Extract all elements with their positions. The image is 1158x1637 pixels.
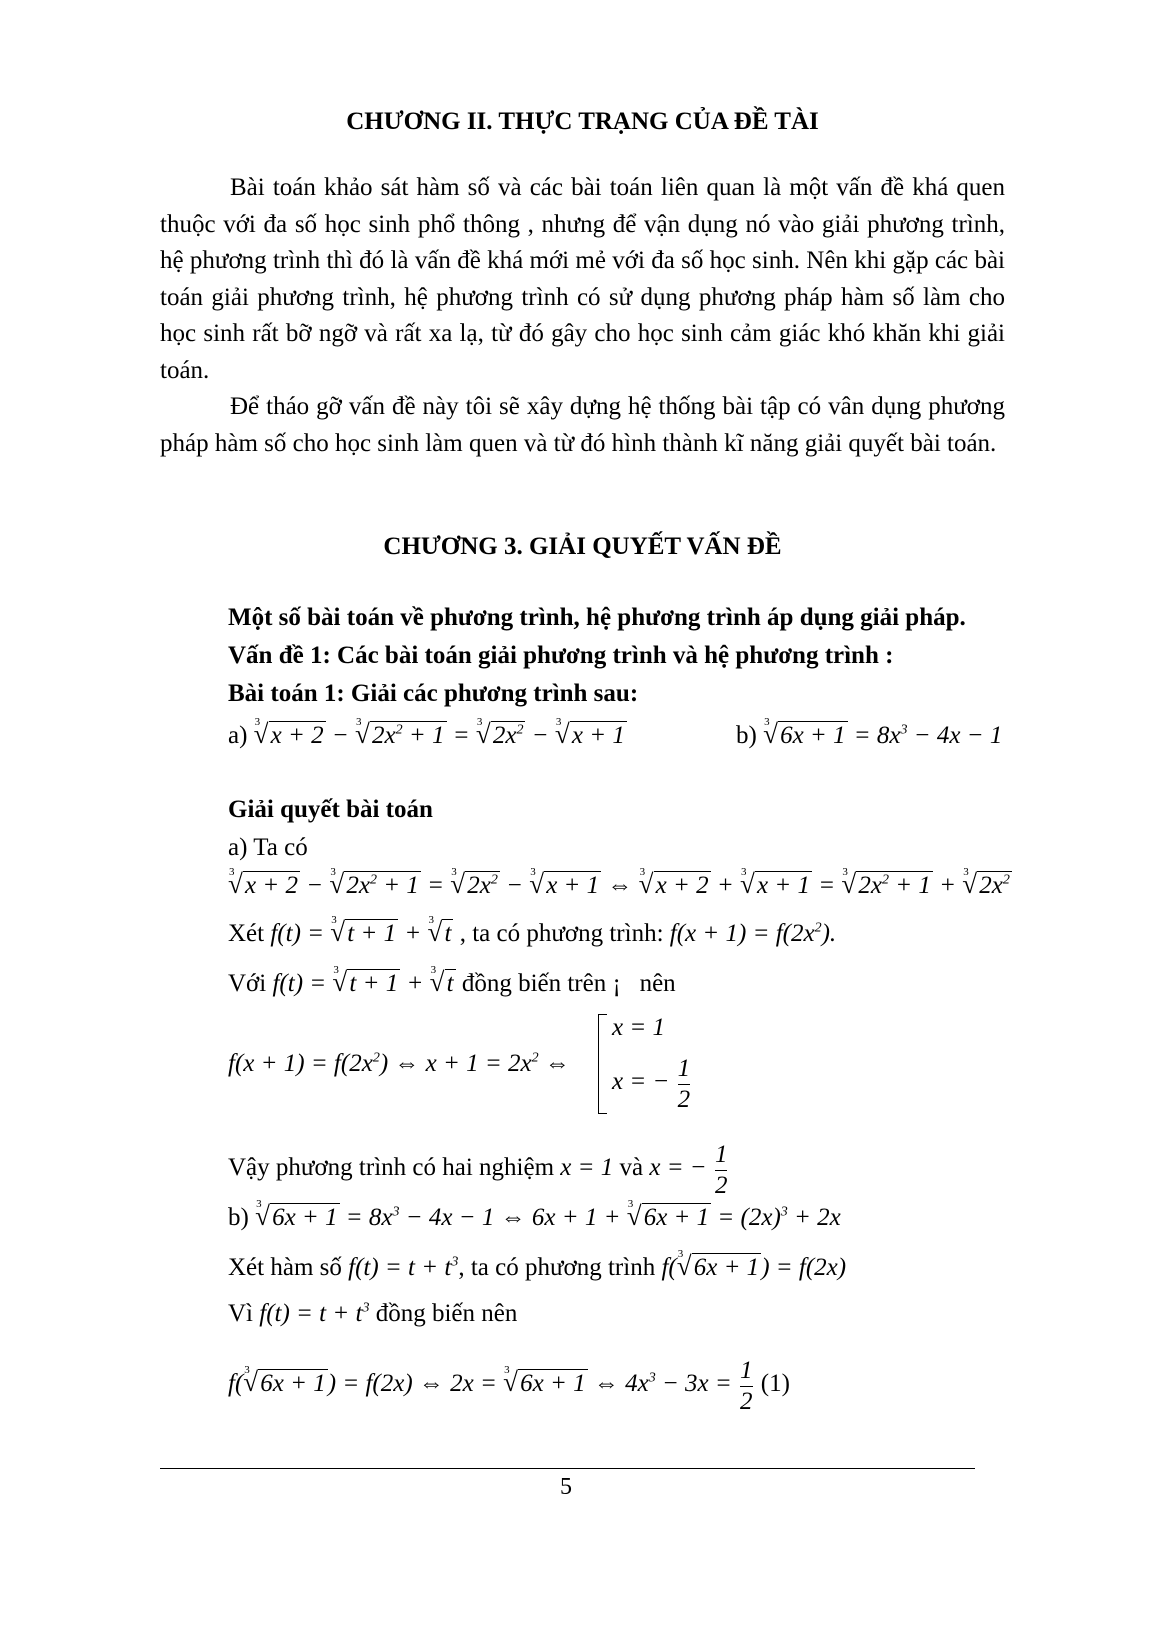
- solution-a-define-f: Xét f(t) = √ 3 t + 1 + √ 3 t , ta có phương trình: $f(x + 1) = f(2x^2)$.: [228, 920, 836, 948]
- section-intro: Một số bài toán về phương trình, hệ phương trình áp dụng giải pháp.: [228, 604, 966, 631]
- solution-b-step-1: b) √ 3 $6x + 1 = 8x^3 - 4x - 1$ ⇔ 6x + 1 + √ 3 $6x + 1 = (2x)^3 + 2x$: [228, 1204, 841, 1232]
- solution-a-conclusion: Vậy phương trình có hai nghiệm x = 1 và x = − $\frac{1}{2}$: [228, 1141, 728, 1199]
- solution-a-monotone: Với f(t) = √ 3 t + 1 + √ 3 t đồng biến trên ¡ nên: [228, 970, 676, 998]
- case-bracket: [598, 1014, 607, 1114]
- solution-a-intro: a) Ta có: [228, 834, 308, 861]
- chapter-3-title: CHƯƠNG 3. GIẢI QUYẾT VẤN ĐỀ: [383, 533, 782, 560]
- issue-1-heading: Vấn đề 1: Các bài toán giải phương trình và hệ phương trình :: [228, 642, 894, 669]
- chapter-2-paragraph-1: Bài toán khảo sát hàm số và các bài toán liên quan là một vấn đề khá quen thuộc với đa số học sinh phổ thông , nhưng để vận dụng nó vào giải phương trình, hệ phương trình thì đó là vấn đề khá mới mẻ với đa số học sinh. Nên khi gặp các bài toán giải phương trình, hệ phương trình có sử dụng phương pháp hàm số làm cho học sinh rất bỡ ngỡ và rất xa lạ, từ đó gây cho học sinh cảm giác khó khăn khi giải toán.: [160, 174, 1005, 384]
- solution-heading: Giải quyết bài toán: [228, 796, 433, 823]
- root-x-equals-minus-half: x = − $\frac{1}{2}$: [612, 1055, 691, 1113]
- part-a-label: a): [228, 722, 248, 749]
- part-b-label: b): [736, 722, 757, 749]
- footer-rule: [160, 1468, 975, 1469]
- solution-b-monotone: Vì $f(t) = t + t^3$ đồng biến nên: [228, 1300, 518, 1327]
- root-x-equals-1: x = 1: [612, 1014, 665, 1041]
- problem-a-equation: a) √ 3 x + 2 − √ 3 $2x^2 + 1$ = √ 3 $2x^2$ − √ 3 x + 1: [228, 722, 627, 750]
- chapter-2-title: CHƯƠNG II. THỰC TRẠNG CỦA ĐỀ TÀI: [346, 108, 819, 135]
- page-number: 5: [560, 1474, 572, 1500]
- solution-a-step-2: $f(x + 1) = f(2x^2)$ ⇔ $x + 1 = 2x^2$ ⇔: [228, 1050, 570, 1077]
- solution-a-step-1: √ 3 x + 2 − √ 3 $2x^2 + 1$ = √ 3 $2x^2$ − √ 3 x + 1 ⇔ √ 3 x + 2 + √ 3 x + 1 = √ 3 $2x^2 + 1$ + √ 3 $2x^2$: [228, 872, 1012, 900]
- problem-1-heading: Bài toán 1: Giải các phương trình sau:: [228, 680, 639, 707]
- chapter-2-paragraph-2: Để tháo gỡ vấn đề này tôi sẽ xây dựng hệ thống bài tập có vân dụng phương pháp hàm số cho học sinh làm quen và từ đó hình thành kĩ năng giải quyết bài toán.: [160, 393, 1005, 457]
- solution-b-step-2: f( √ 3 6x + 1) = f(2x) ⇔ 2x = √ 3 6x + 1 ⇔ $4x^3 - 3x$ = $\frac{1}{2}$ (1): [228, 1356, 790, 1417]
- problem-b-equation: b) √ 3 $6x + 1 = 8x^3 - 4x - 1$: [736, 722, 1002, 750]
- solution-b-define-f: Xét hàm số $f(t) = t + t^3$, ta có phương trình f( √ 3 6x + 1) = f(2x): [228, 1254, 846, 1282]
